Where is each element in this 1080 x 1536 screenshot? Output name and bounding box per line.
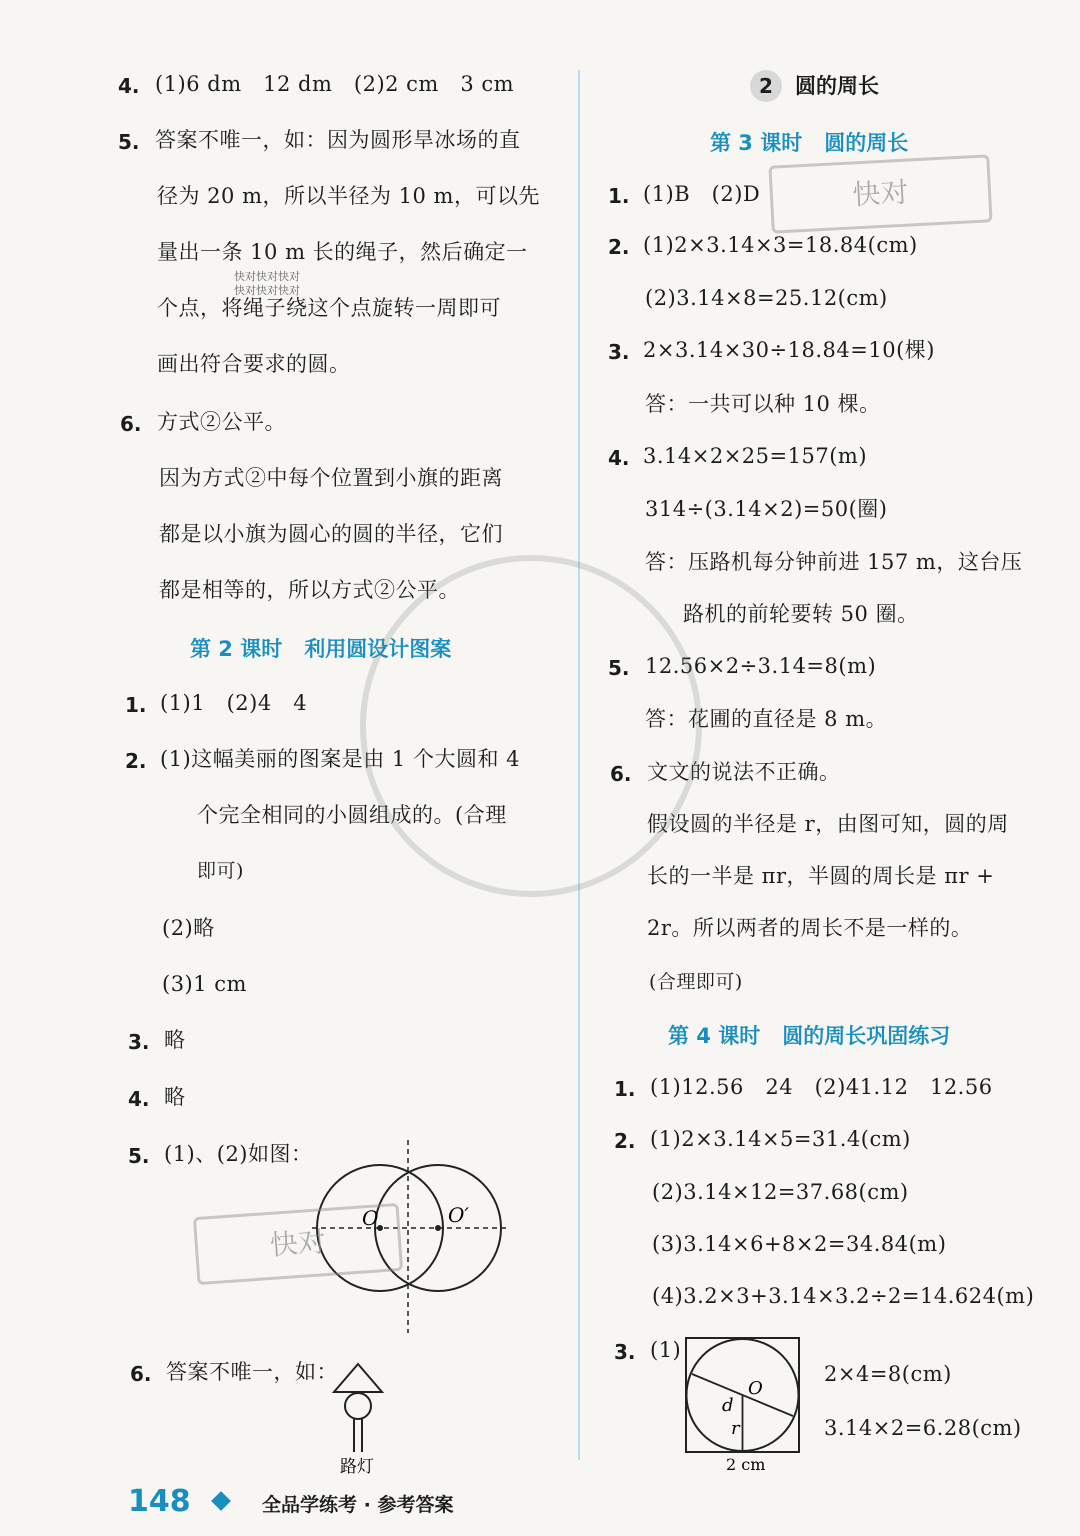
answer-line: 路机的前轮要转 50 圈。 <box>683 602 919 626</box>
answer-line: (合理即可) <box>649 971 743 993</box>
lesson-title: 利用圆设计图案 <box>304 637 452 661</box>
unit-number-badge: 2 <box>750 70 782 102</box>
answer-line: 量出一条 10 m 长的绳子，然后确定一 <box>157 240 528 264</box>
answer-line: 假设圆的半径是 r，由图可知，圆的周 <box>647 812 1009 836</box>
answer-line: 答案不唯一，如： <box>166 1360 338 1384</box>
answer-line: (1) <box>650 1338 682 1362</box>
item-number: 6. <box>130 1362 152 1386</box>
answer-line: 2r。所以两者的周长不是一样的。 <box>647 916 973 940</box>
label-o: O <box>748 1378 763 1399</box>
answer-line: 个完全相同的小圆组成的。(合理 <box>197 803 507 827</box>
lamp-shade <box>334 1364 382 1392</box>
label-d: d <box>722 1395 734 1416</box>
answer-line: 略 <box>164 1028 186 1052</box>
answer-line: 画出符合要求的圆。 <box>157 352 351 376</box>
small-watermark-text: 快对快对快对 <box>234 270 300 283</box>
answer-line: (1)6 dm 12 dm (2)2 cm 3 cm <box>155 72 515 96</box>
item-number: 3. <box>614 1340 636 1364</box>
item-number: 2. <box>614 1129 636 1153</box>
answer-line: 径为 20 m，所以半径为 10 m，可以先 <box>157 184 540 208</box>
side-length-label: 2 cm <box>726 1455 766 1474</box>
answer-line: (1)2×3.14×5=31.4(cm) <box>650 1127 911 1151</box>
seal-stamp-watermark <box>360 555 702 897</box>
answer-line: 都是相等的，所以方式②公平。 <box>159 578 460 602</box>
item-number: 6. <box>610 762 632 786</box>
label-o: O <box>362 1206 379 1230</box>
answer-line: (1)、(2)如图： <box>164 1142 313 1166</box>
lesson-label: 第 2 课时 <box>190 637 283 661</box>
book-title: 全品学练考 · 参考答案 <box>262 1494 454 1516</box>
diamond-icon <box>211 1491 231 1511</box>
answer-line: 答案不唯一，如：因为圆形旱冰场的直 <box>155 128 521 152</box>
answer-line: 2×4=8(cm) <box>824 1362 952 1386</box>
kuaidui-watermark: 快对 <box>193 1203 403 1285</box>
answer-line: (3)1 cm <box>162 972 247 996</box>
page-number: 148 <box>128 1484 191 1519</box>
lesson-label: 第 4 课时 <box>668 1024 761 1048</box>
answer-line: (2)略 <box>162 916 215 940</box>
answer-line: 12.56×2÷3.14=8(m) <box>645 654 877 678</box>
label-o-prime: O′ <box>448 1203 469 1227</box>
answer-line: (1)12.56 24 (2)41.12 12.56 <box>650 1075 993 1099</box>
item-number: 5. <box>608 656 630 680</box>
answer-line: (1)B (2)D <box>643 182 761 206</box>
lesson-title: 圆的周长 <box>824 131 909 155</box>
answer-line: (4)3.2×3+3.14×3.2÷2=14.624(m) <box>652 1284 1035 1308</box>
center-o-prime <box>435 1225 441 1231</box>
answer-line: 长的一半是 πr，半圆的周长是 πr + <box>647 864 995 888</box>
circle-in-square-figure <box>682 1334 807 1476</box>
answer-line: 答：花圃的直径是 8 m。 <box>645 707 888 731</box>
answer-line: (2)3.14×8=25.12(cm) <box>645 286 888 310</box>
lamp-caption: 路灯 <box>340 1457 374 1477</box>
street-lamp-figure <box>330 1360 390 1480</box>
item-number: 3. <box>128 1030 150 1054</box>
item-number: 2. <box>608 235 630 259</box>
item-number: 5. <box>118 130 140 154</box>
lesson-heading <box>668 1020 950 1050</box>
lamp-bulb <box>345 1393 371 1419</box>
item-number: 4. <box>118 74 140 98</box>
answer-line: 答：压路机每分钟前进 157 m，这台压 <box>645 550 1023 574</box>
item-number: 6. <box>120 412 142 436</box>
answer-line: 文文的说法不正确。 <box>647 760 841 784</box>
answer-line: 3.14×2=6.28(cm) <box>824 1416 1022 1440</box>
answer-line: 个点，将绳子绕这个点旋转一周即可 <box>157 296 501 320</box>
answer-line: 3.14×2×25=157(m) <box>643 444 868 468</box>
answer-line: 即可) <box>197 860 244 882</box>
item-number: 1. <box>614 1077 636 1101</box>
answer-line: (1)2×3.14×3=18.84(cm) <box>643 233 918 257</box>
answer-line: 答：一共可以种 10 棵。 <box>645 392 881 416</box>
answer-line: 314÷(3.14×2)=50(圈) <box>645 497 888 521</box>
lesson-heading <box>710 127 908 157</box>
answer-line: (1)1 (2)4 4 <box>160 691 308 715</box>
kuaidui-watermark: 快对 <box>768 154 992 233</box>
item-number: 2. <box>125 749 147 773</box>
item-number: 3. <box>608 340 630 364</box>
answer-line: (2)3.14×12=37.68(cm) <box>652 1180 909 1204</box>
lesson-label: 第 3 课时 <box>710 131 803 155</box>
answer-line: 略 <box>164 1085 186 1109</box>
item-number: 4. <box>608 446 630 470</box>
answer-line: 因为方式②中每个位置到小旗的距离 <box>159 466 503 490</box>
item-number: 1. <box>125 693 147 717</box>
unit-title: 圆的周长 <box>795 74 879 98</box>
answer-line: (3)3.14×6+8×2=34.84(m) <box>652 1232 947 1256</box>
answer-line: 都是以小旗为圆心的圆的半径，它们 <box>159 522 503 546</box>
label-r: r <box>731 1418 740 1439</box>
item-number: 1. <box>608 184 630 208</box>
answer-line: 方式②公平。 <box>157 410 286 434</box>
small-watermark-text: 快对快对快对 <box>234 284 300 297</box>
answer-line: 2×3.14×30÷18.84=10(棵) <box>643 338 935 362</box>
lesson-title: 圆的周长巩固练习 <box>782 1024 951 1048</box>
answer-line: (1)这幅美丽的图案是由 1 个大圆和 4 <box>160 747 520 771</box>
item-number: 4. <box>128 1087 150 1111</box>
item-number: 5. <box>128 1144 150 1168</box>
